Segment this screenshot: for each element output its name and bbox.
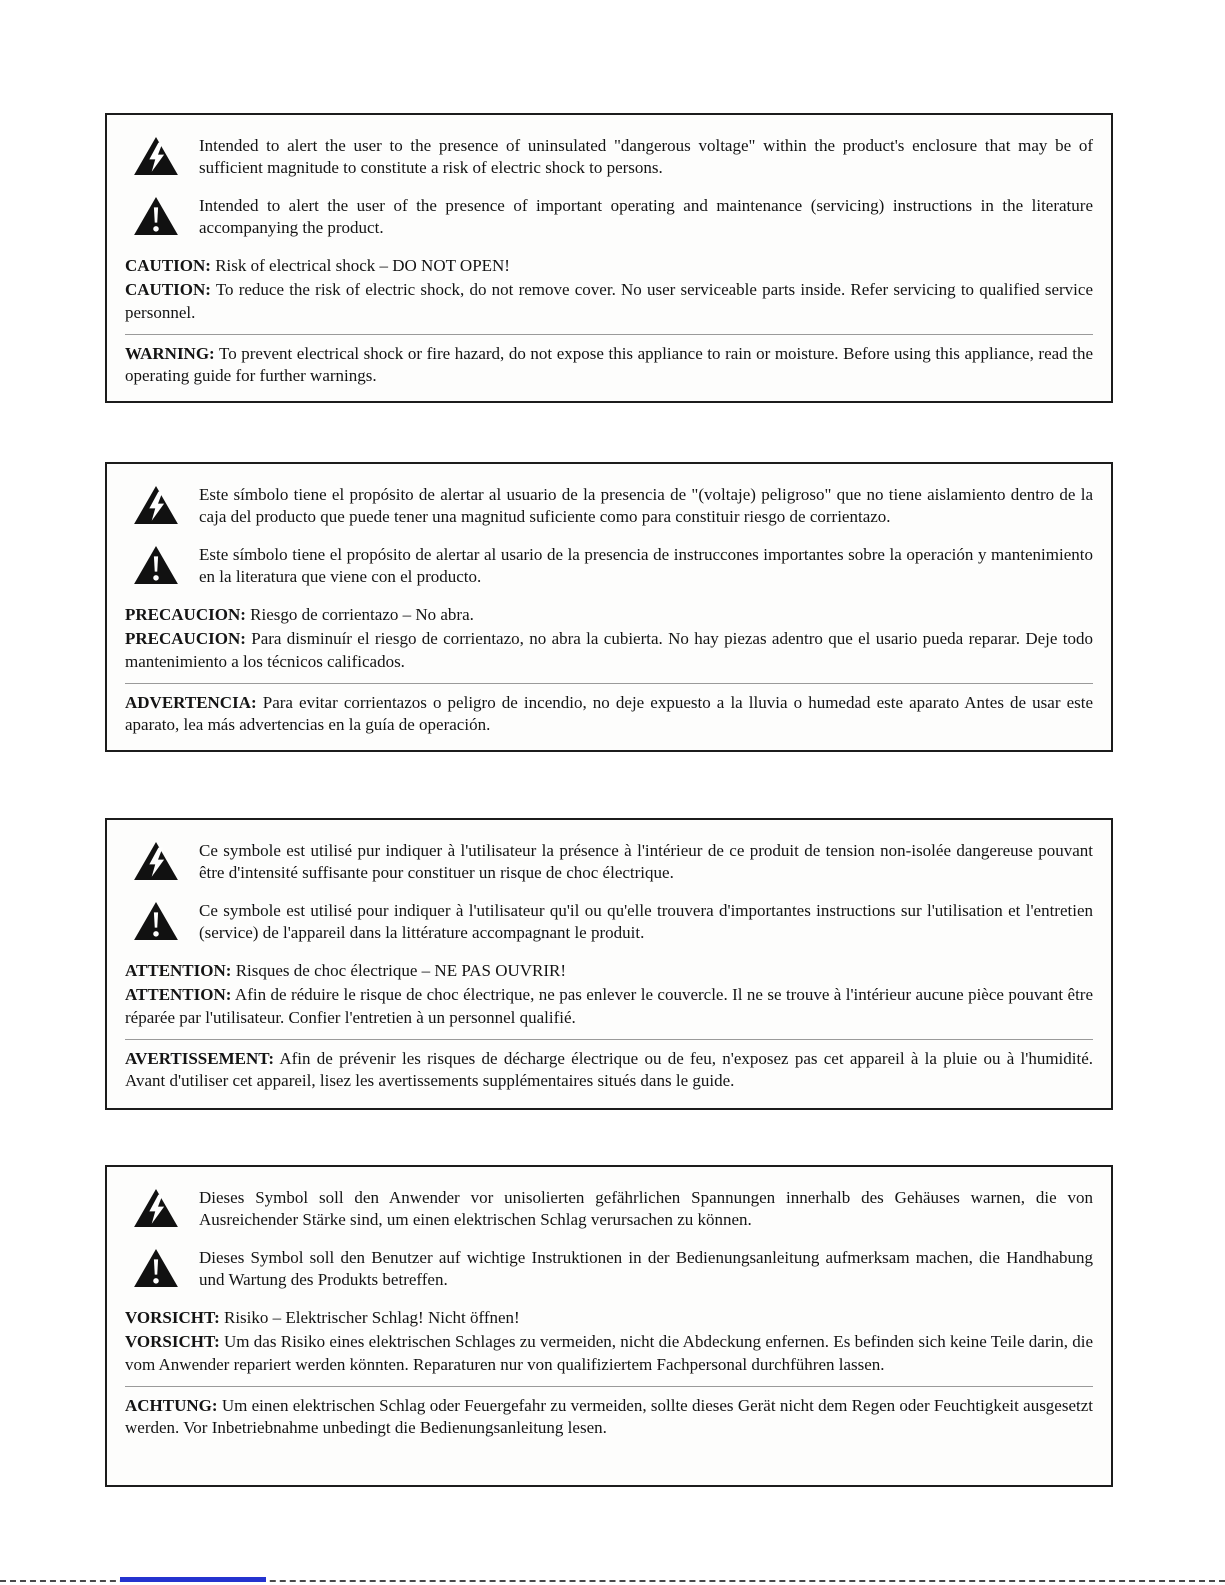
- warning-line: [125, 692, 1093, 736]
- caution-line-1: [125, 255, 1093, 277]
- important-instructions-text: Intended to alert the user of the presence of important operating and maintenance (servicing) instructions in the literature accompanying the product.: [199, 196, 1093, 238]
- separator-line: [125, 1039, 1093, 1040]
- caution-line-2: [125, 984, 1093, 1028]
- caution-text: Riesgo de corrientazo – No abra.: [250, 605, 474, 625]
- warning-label: ACHTUNG:: [125, 1395, 218, 1415]
- hazard-voltage-text: Intended to alert the user to the presence of uninsulated "dangerous voltage" within the product's enclosure that may be of sufficient magnitude to constitute a risk of electric shock to persons.: [199, 136, 1093, 178]
- important-instructions-paragraph: [133, 544, 1093, 588]
- caution-text: Risques de choc électrique – NE PAS OUVRIR!: [235, 961, 567, 981]
- lightning-triangle-icon: [133, 840, 179, 881]
- caution-line-2: [125, 1331, 1093, 1375]
- caution-label: CAUTION:: [125, 256, 211, 276]
- caution-label: PRECAUCION:: [125, 605, 246, 625]
- caution-line-1: [125, 960, 1093, 982]
- warning-box-german: [105, 1165, 1113, 1487]
- caution-line-2: [125, 628, 1093, 672]
- important-instructions-text: Dieses Symbol soll den Benutzer auf wichtige Instruktionen in der Bedienungsanleitung aufmerksam machen, die Handhabung und Wartung des Produkts betreffen.: [199, 1248, 1093, 1290]
- caution-label: ATTENTION:: [125, 985, 232, 1005]
- hazard-voltage-paragraph: [133, 1187, 1093, 1231]
- warning-line: [125, 343, 1093, 387]
- caution-line-1: [125, 604, 1093, 626]
- hazard-voltage-paragraph: [133, 840, 1093, 884]
- important-instructions-text: Ce symbole est utilisé pour indiquer à l'utilisateur qu'il ou qu'elle trouvera d'importantes instructions sur l'utilisation et l'entretien (service) de l'appareil dans la littérature accompagnant le produit.: [199, 901, 1093, 943]
- caution-text: Afin de réduire le risque de choc électrique, ne pas enlever le couvercle. Il ne se trouve à l'intérieur aucune pièce pouvant être réparée par l'utilisateur. Confier l'entretien à un personnel qualifié.: [125, 985, 1094, 1027]
- lightning-triangle-icon: [133, 135, 179, 176]
- hazard-voltage-text: Dieses Symbol soll den Anwender vor unisolierten gefährlichen Spannungen innerhalb des Gehäuses warnen, die von Ausreichender Stärke sind, um einen elektrischen Schlag verursachen zu können.: [199, 1188, 1093, 1230]
- warning-box-english: [105, 113, 1113, 403]
- important-instructions-text: Este símbolo tiene el propósito de alertar al usario de la presencia de instruccones importantes sobre la operación y mantenimiento en la literatura que viene con el producto.: [199, 545, 1093, 587]
- exclamation-triangle-icon: [133, 900, 179, 941]
- exclamation-triangle-icon: [133, 195, 179, 236]
- warning-box-french: [105, 818, 1113, 1110]
- caution-text: Risiko – Elektrischer Schlag! Nicht öffnen!: [224, 1308, 520, 1328]
- warning-text: To prevent electrical shock or fire hazard, do not expose this appliance to rain or moisture. Before using this appliance, read the operating guide for further warnings.: [125, 343, 1093, 385]
- warning-label: AVERTISSEMENT:: [125, 1048, 274, 1068]
- hazard-voltage-paragraph: [133, 135, 1093, 179]
- warning-label: WARNING:: [125, 343, 215, 363]
- exclamation-triangle-icon: [133, 544, 179, 585]
- separator-line: [125, 334, 1093, 335]
- warning-line: [125, 1395, 1093, 1439]
- hazard-voltage-text: Este símbolo tiene el propósito de alertar al usuario de la presencia de "(voltaje) peligroso" que no tiene aislamiento dentro de la caja del producto que puede tener una magnitud suficiente como para constituir riesgo de corrientazo.: [199, 485, 1093, 527]
- caution-label: VORSICHT:: [125, 1308, 220, 1328]
- warning-text: Para evitar corrientazos o peligro de incendio, no deje expuesto a la lluvia o humedad este aparato Antes de usar este aparato, lea más advertencias en la guía de operación.: [125, 692, 1094, 734]
- caution-label: PRECAUCION:: [125, 629, 246, 649]
- caution-text: Um das Risiko eines elektrischen Schlages zu vermeiden, nicht die Abdeckung enfernen. Es befinden sich keine Teile darin, die vom Anwender repariert werden könnten. Reparaturen nur von qualifiziertem Fachpersonal durchführen lassen.: [125, 1332, 1093, 1374]
- warning-label: ADVERTENCIA:: [125, 692, 257, 712]
- important-instructions-paragraph: [133, 195, 1093, 239]
- important-instructions-paragraph: [133, 900, 1093, 944]
- caution-text: Risk of electrical shock – DO NOT OPEN!: [215, 256, 510, 276]
- separator-line: [125, 1386, 1093, 1387]
- lightning-triangle-icon: [133, 1187, 179, 1228]
- caution-label: ATTENTION:: [125, 961, 232, 981]
- warning-text: Um einen elektrischen Schlag oder Feuergefahr zu vermeiden, sollte dieses Gerät nicht dem Regen oder Feuchtigkeit ausgesetzt werden. Vor Inbetriebnahme unbedingt die Bedienungsanleitung lesen.: [125, 1395, 1094, 1437]
- important-instructions-paragraph: [133, 1247, 1093, 1291]
- warning-text: Afin de prévenir les risques de décharge électrique ou de feu, n'exposez pas cet appareil à la pluie ou à l'humidité. Avant d'utiliser cet appareil, lisez les avertissements supplémentaires situés dans le guide.: [125, 1048, 1094, 1090]
- warning-line: [125, 1048, 1093, 1092]
- caution-text: To reduce the risk of electric shock, do not remove cover. No user serviceable parts inside. Refer servicing to qualified service personnel.: [125, 280, 1093, 322]
- hazard-voltage-paragraph: [133, 484, 1093, 528]
- caution-line-2: [125, 279, 1093, 323]
- caution-label: CAUTION:: [125, 280, 211, 300]
- caution-label: VORSICHT:: [125, 1332, 220, 1352]
- exclamation-triangle-icon: [133, 1247, 179, 1288]
- warning-box-spanish: [105, 462, 1113, 752]
- blue-line-segment: [120, 1577, 266, 1582]
- separator-line: [125, 683, 1093, 684]
- caution-text: Para disminuír el riesgo de corrientazo, no abra la cubierta. No hay piezas adentro que el usario pueda reparar. Deje todo mantenimiento a los técnicos calificados.: [125, 629, 1093, 671]
- hazard-voltage-text: Ce symbole est utilisé pur indiquer à l'utilisateur la présence à l'intérieur de ce produit de tension non-isolée dangereuse pouvant être d'intensité suffisante pour constituer un risque de choc électrique.: [199, 841, 1093, 883]
- caution-line-1: [125, 1307, 1093, 1329]
- lightning-triangle-icon: [133, 484, 179, 525]
